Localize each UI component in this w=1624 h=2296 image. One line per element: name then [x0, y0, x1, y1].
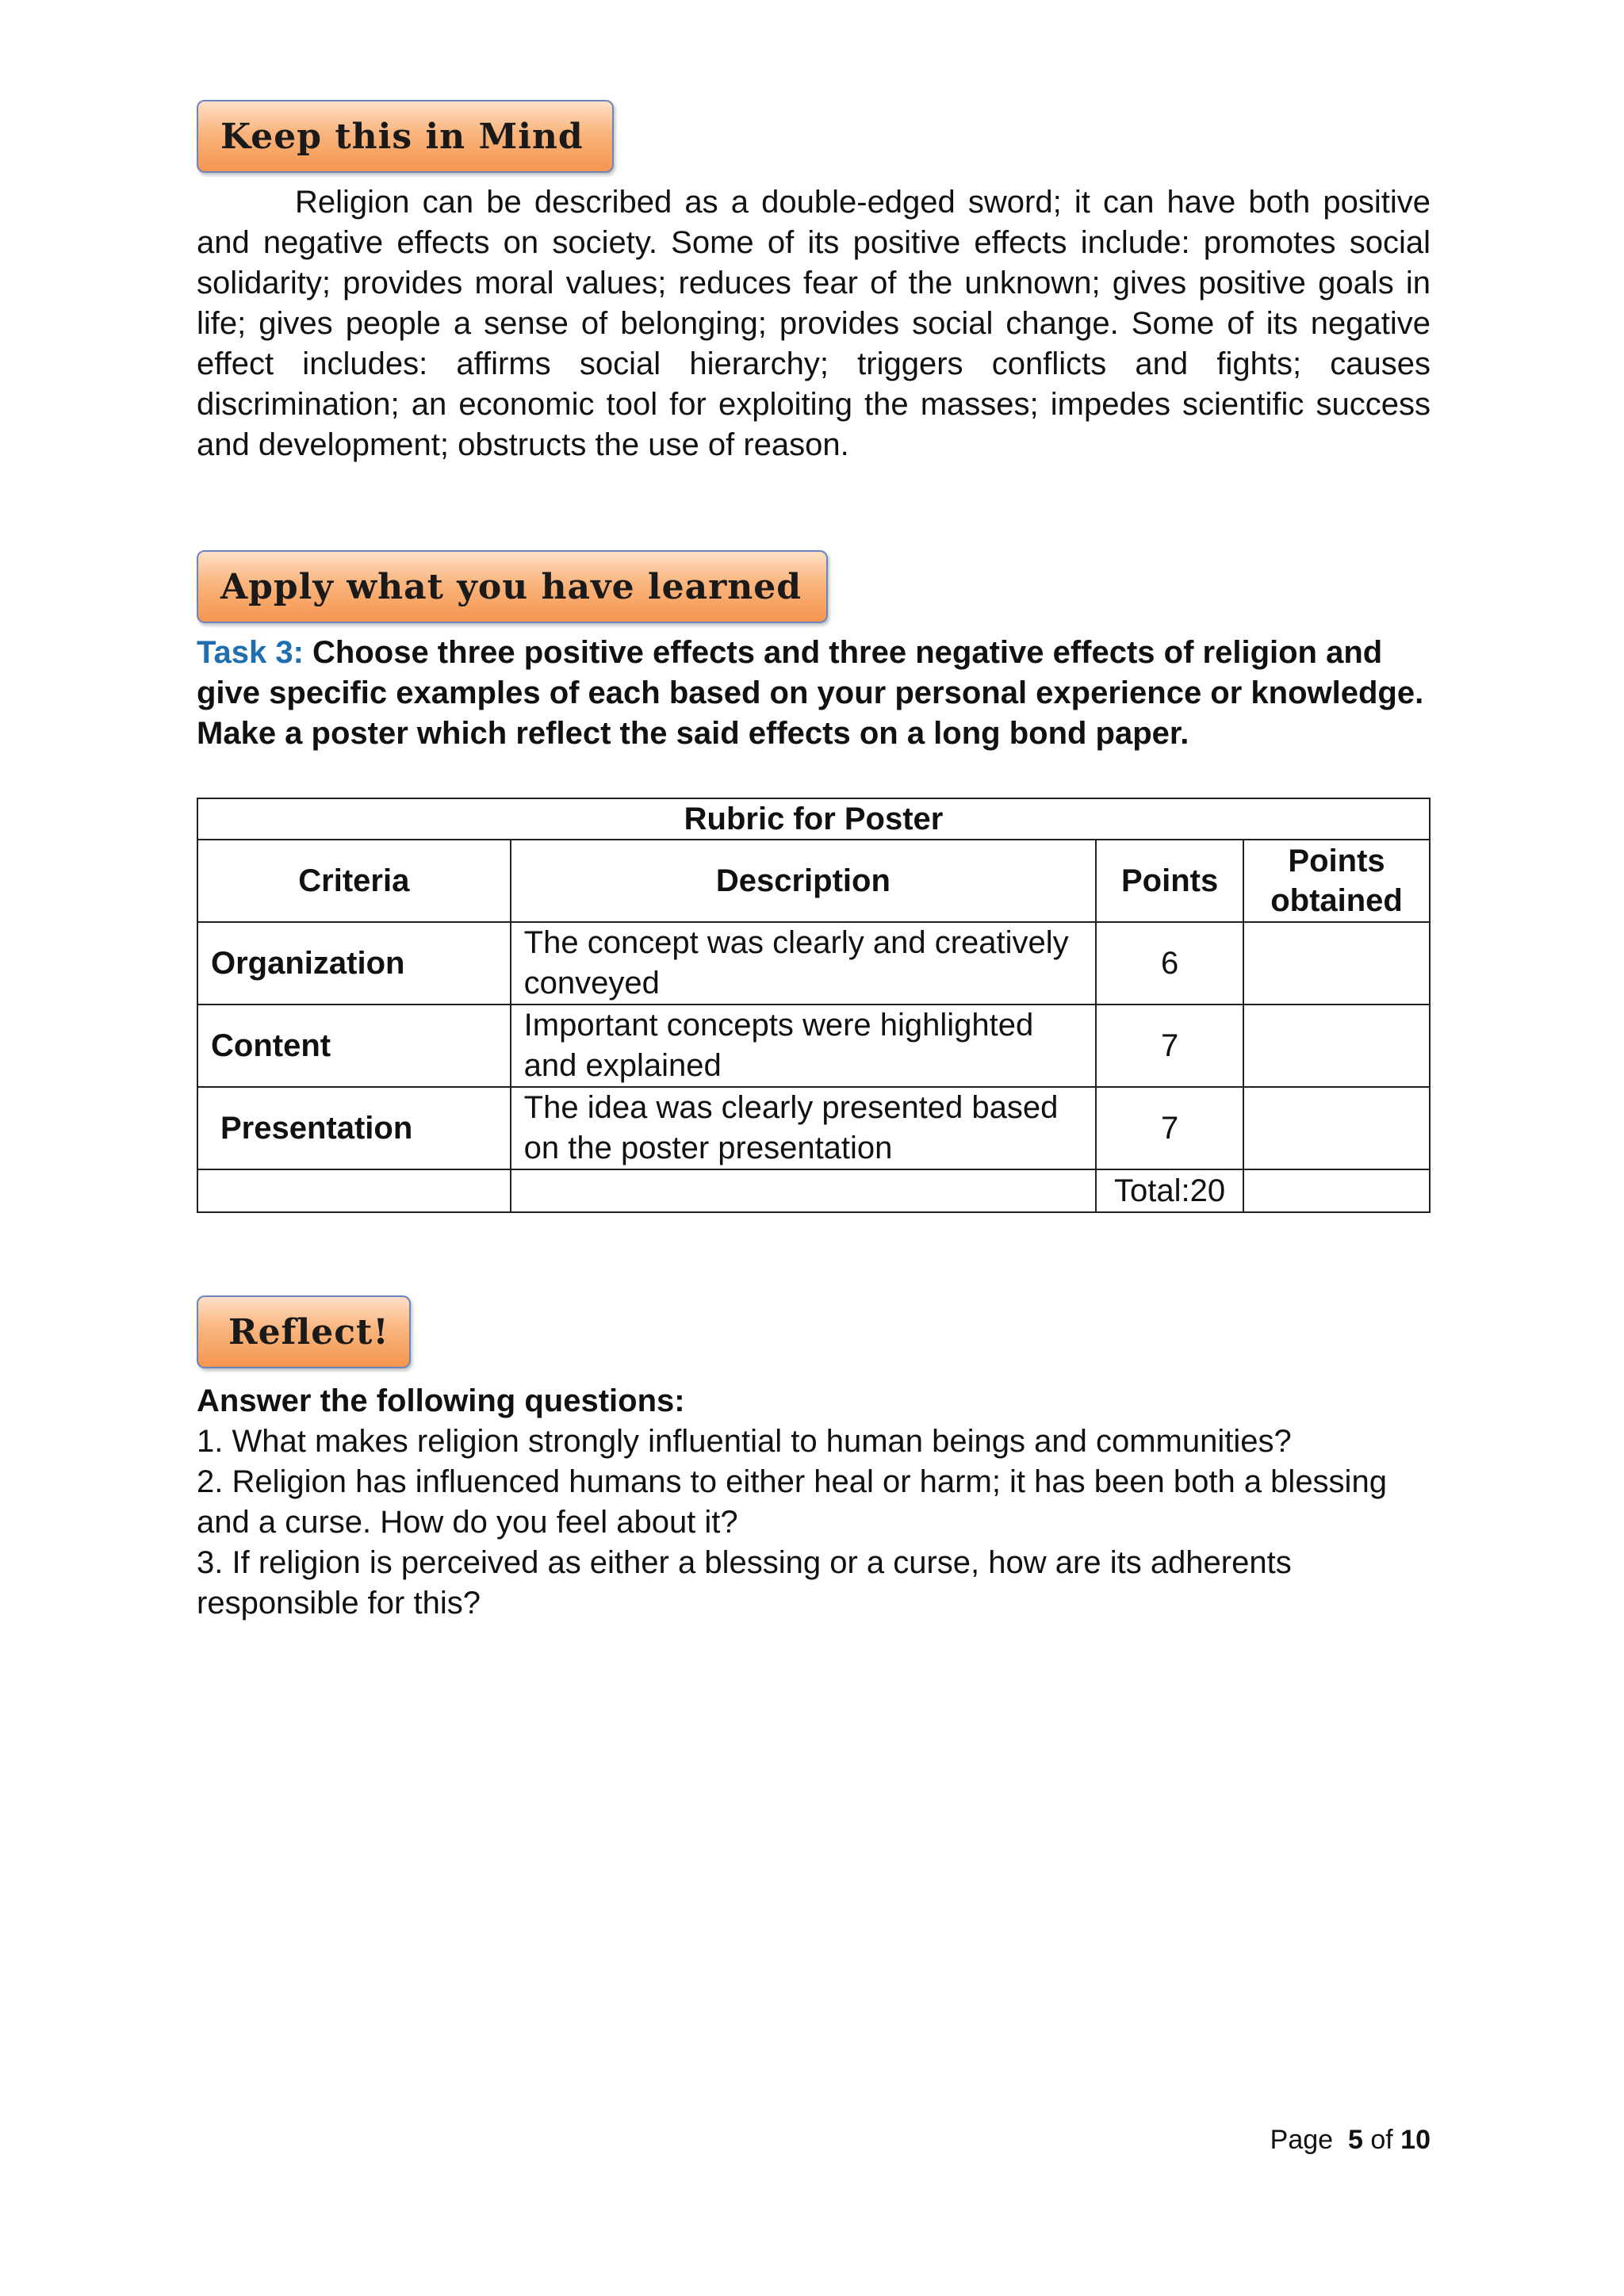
total-points-cell: Total:20 — [1096, 1169, 1243, 1212]
table-row — [197, 922, 1430, 1004]
points-cell: 6 — [1096, 922, 1243, 1004]
apply-banner — [197, 550, 828, 623]
table-row — [197, 1004, 1430, 1087]
description-cell: The idea was clearly presented based on the poster presentation — [511, 1087, 1096, 1169]
page-footer — [1270, 2125, 1431, 2156]
reflect-title: Reflect! — [228, 1311, 389, 1353]
task-instructions — [197, 633, 1431, 754]
empty-cell — [511, 1169, 1096, 1212]
keep-in-mind-banner — [197, 100, 614, 173]
apply-title: Apply what you have learned — [220, 566, 802, 607]
criteria-cell: Content — [197, 1004, 511, 1087]
points-obtained-cell[interactable] — [1243, 922, 1430, 1004]
question-2: 2. Religion has influenced humans to either heal or harm; it has been both a blessing and a curse. How do you feel about it? — [197, 1464, 1387, 1540]
reflect-heading: Answer the following questions: — [197, 1383, 685, 1418]
table-row — [197, 1087, 1430, 1169]
points-obtained-cell[interactable] — [1243, 1087, 1430, 1169]
description-cell: Important concepts were highlighted and explained — [511, 1004, 1096, 1087]
points-obtained-cell[interactable] — [1243, 1004, 1430, 1087]
keep-in-mind-paragraph: Religion can be described as a double-edged sword; it can have both positive and negative effects on society. Some of its positive effects include: promotes social solidarity; provides moral values; reduces fear of the unknown; gives positive goals in life; gives people a sense of belonging; provides social change. Some of its negative effect includes: affirms social hierarchy; triggers conflicts and fights; causes discrimination; an economic tool for exploiting the masses; impedes scientific success and development; obstructs the use of reason. — [197, 185, 1431, 462]
page-number: 5 — [1347, 2125, 1363, 2155]
rubric-title-row — [197, 798, 1430, 840]
criteria-cell: Organization — [197, 922, 511, 1004]
rubric-title: Rubric for Poster — [197, 798, 1430, 840]
keep-in-mind-title: Keep this in Mind — [220, 116, 584, 157]
points-cell: 7 — [1096, 1004, 1243, 1087]
header-points-obtained: Points obtained — [1243, 840, 1430, 922]
total-row — [197, 1169, 1430, 1212]
header-points: Points — [1096, 840, 1243, 922]
reflect-banner — [197, 1295, 411, 1368]
of-word: of — [1370, 2125, 1393, 2155]
points-cell: 7 — [1096, 1087, 1243, 1169]
criteria-cell: Presentation — [197, 1087, 511, 1169]
rubric-table — [197, 798, 1431, 1213]
header-criteria: Criteria — [197, 840, 511, 922]
page-word: Page — [1270, 2125, 1334, 2155]
question-1: 1. What makes religion strongly influential to human beings and communities? — [197, 1424, 1292, 1459]
empty-cell — [197, 1169, 511, 1212]
total-obtained-cell[interactable] — [1243, 1169, 1430, 1212]
description-cell: The concept was clearly and creatively conveyed — [511, 922, 1096, 1004]
header-description: Description — [511, 840, 1096, 922]
rubric-header-row — [197, 840, 1430, 922]
page-total: 10 — [1400, 2125, 1431, 2155]
task-label: Task 3: — [197, 635, 304, 670]
task-text: Choose three positive effects and three negative effects of religion and give specific examples of each based on your personal experience or knowledge. Make a poster which reflect the said effects on a long bond paper. — [197, 635, 1424, 751]
question-3: 3. If religion is perceived as either a blessing or a curse, how are its adherents responsible for this? — [197, 1545, 1292, 1621]
